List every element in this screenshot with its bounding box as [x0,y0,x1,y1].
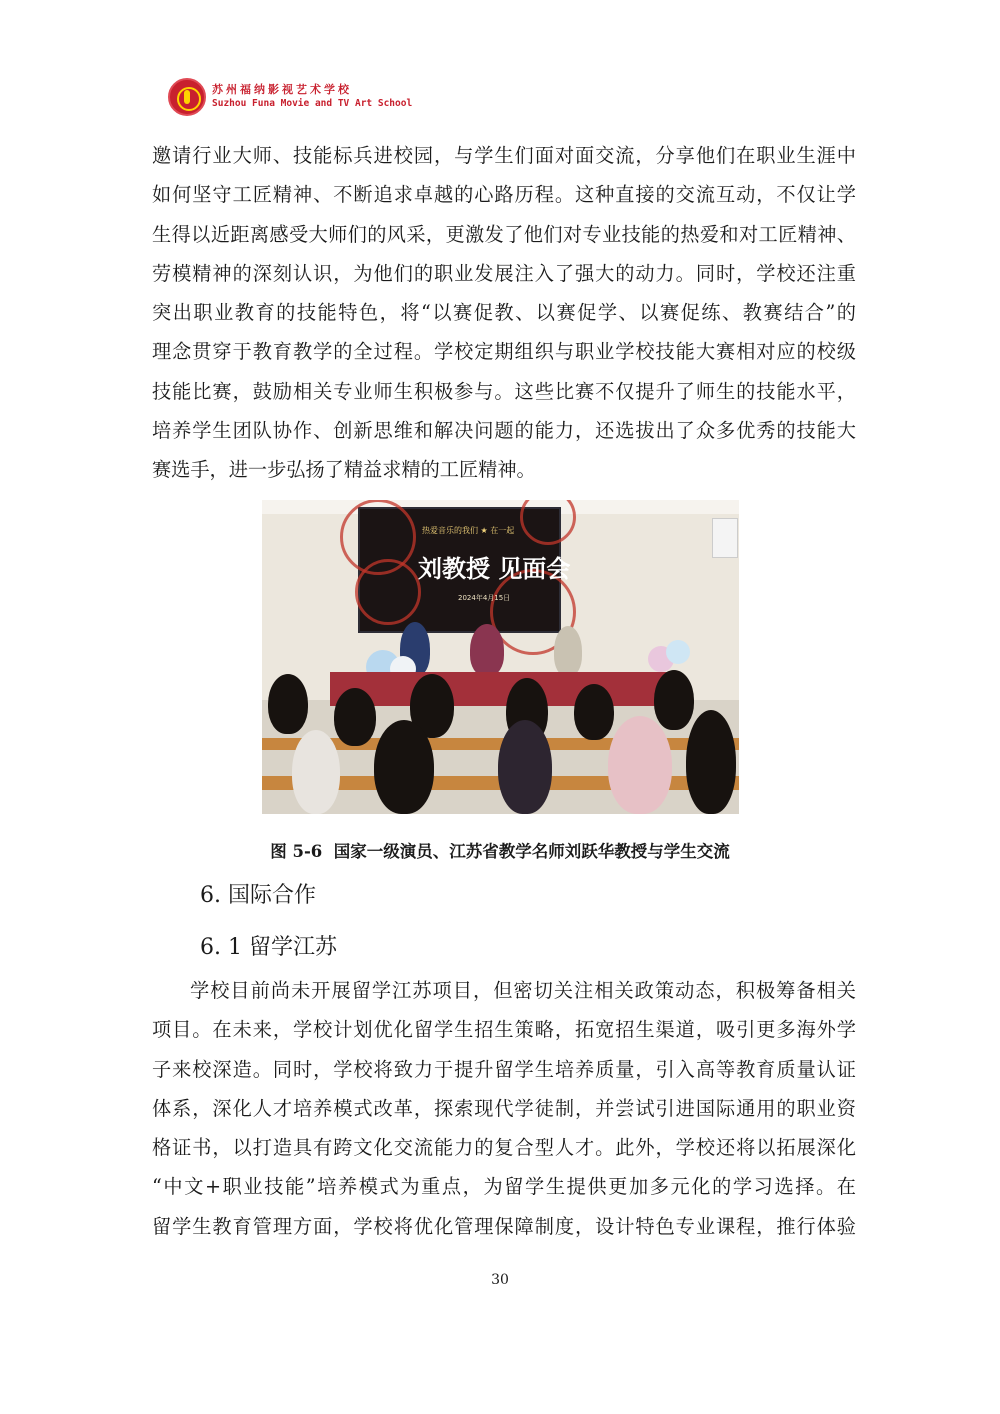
text-line: 突出职业教育的技能特色，将“以赛促教、以赛促学、以赛促练、教赛结合”的 [152,301,856,325]
school-logo [168,78,413,118]
text-line: 学校目前尚未开展留学江苏项目，但密切关注相关政策动态，积极筹备相关 [190,979,856,1002]
presenter-right [554,626,582,676]
page-number: 30 [491,1272,509,1288]
school-emblem-icon [168,78,206,116]
student [268,674,308,734]
subsection-heading: 6. 1 留学江苏 [200,935,337,960]
body-paragraph-1 [152,136,856,490]
text-line: 项目。在未来，学校计划优化留学生招生策略，拓宽招生渠道，吸引更多海外学 [152,1018,856,1042]
text-line: 格证书，以打造具有跨文化交流能力的复合型人才。此外，学校还将以拓展深化 [152,1136,856,1160]
student [574,684,614,740]
text-line: 如何坚守工匠精神、不断追求卓越的心路历程。这种直接的交流互动，不仅让学 [152,183,856,207]
logo-english-name: Suzhou Funa Movie and TV Art School [212,98,413,109]
student [292,730,340,814]
figure-caption [0,838,1000,862]
student [608,716,672,814]
text-line: 技能比赛，鼓励相关专业师生积极参与。这些比赛不仅提升了师生的技能水平， [152,379,856,403]
student [334,688,376,746]
screen-subtitle: 热爱音乐的我们 ★ 在一起 [422,526,515,535]
text-line: 劳模精神的深刻认识，为他们的职业发展注入了强大的动力。同时，学校还注重 [152,261,856,285]
text-line: 体系，深化人才培养模式改革，探索现代学徒制，并尝试引进国际通用的职业资 [152,1096,856,1120]
balloon [666,640,690,664]
text-line: 理念贯穿于教育教学的全过程。学校定期组织与职业学校技能大赛相对应的校级 [152,340,856,364]
student [374,720,434,814]
logo-chinese-name: 苏州福纳影视艺术学校 [212,83,352,96]
student [498,720,552,814]
student [686,710,736,814]
text-line: 邀请行业大师、技能标兵进校园，与学生们面对面交流，分享他们在职业生涯中 [152,144,856,167]
text-line: 子来校深造。同时，学校将致力于提升留学生培养质量，引入高等教育质量认证 [152,1057,856,1081]
meeting-photo [262,500,739,814]
text-line: 生得以近距离感受大师们的风采，更激发了他们对专业技能的热爱和对工匠精神、 [152,222,856,246]
audience [262,680,739,814]
figure-label: 图 5-6 [270,842,323,861]
figure-caption-text: 国家一级演员、江苏省教学名师刘跃华教授与学生交流 [333,842,730,861]
text-line: 培养学生团队协作、创新思维和解决问题的能力，还选拔出了众多优秀的技能大 [152,419,856,443]
projection-screen [358,507,571,633]
presenter-center [470,624,504,676]
air-conditioner [712,518,738,558]
section-heading: 6. 国际合作 [200,883,316,908]
text-line: 赛选手，进一步弘扬了精益求精的工匠精神。 [152,458,536,482]
student [654,670,694,730]
screen-title: 刘教授 见面会 [418,555,571,583]
body-paragraph-2 [152,971,856,1246]
screen-swirl [355,559,421,625]
text-line: “中文+职业技能”培养模式为重点，为留学生提供更加多元化的学习选择。在 [152,1175,856,1199]
screen-date: 2024年4月15日 [458,594,511,602]
text-line: 留学生教育管理方面，学校将优化管理保障制度，设计特色专业课程，推行体验 [152,1214,856,1238]
